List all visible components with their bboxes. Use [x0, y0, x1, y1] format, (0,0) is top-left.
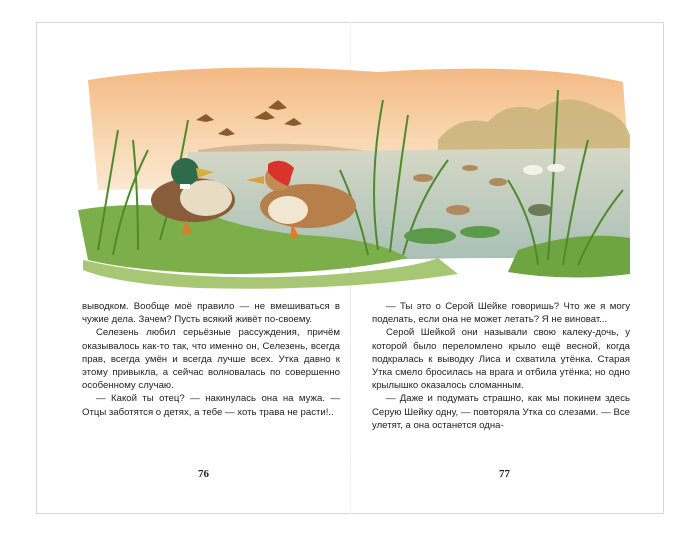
paragraph: — Ты это о Серой Шейке говоришь? Что же я могу поделать, если она не может летать? Я не виноват...	[372, 301, 630, 326]
left-page-text	[82, 300, 340, 419]
paragraph: Серой Шейкой они называли свою калеку-дочь, у которой было переломлено крыло ещё весной, когда подкралась к выводку Лиса и схватила утёнка. Старая Утка смело бросилась на врага и отбила утёнка; но одно крылышко оказалось сломанным.	[372, 327, 630, 392]
right-page-text	[372, 300, 630, 432]
paragraph: Селезень любил серьёзные рассуждения, причём оказывалось как-то так, что именно он, Селезень, всегда прав, всегда умён и всегда лучше всех. Утка давно к этому привыкла, а сейчас волновалась по совершенно особенному случаю.	[82, 327, 340, 392]
paragraph: — Какой ты отец? — накинулась она на мужа. — Отцы заботятся о детях, а тебе — хоть трава не расти!..	[82, 393, 340, 418]
paragraph: — Даже и подумать страшно, как мы покинем здесь Серую Шейку одну, — повторяла Утка со слезами. — Все улетят, а она останется одна-	[372, 393, 630, 431]
page-number-right: 77	[499, 468, 510, 480]
illustration-ducks	[78, 60, 640, 292]
paragraph: выводком. Вообще моё правило — не вмешиваться в чужие дела. Зачем? Пусть всякий живёт по-своему.	[82, 301, 340, 326]
page-number-left: 76	[198, 468, 209, 480]
